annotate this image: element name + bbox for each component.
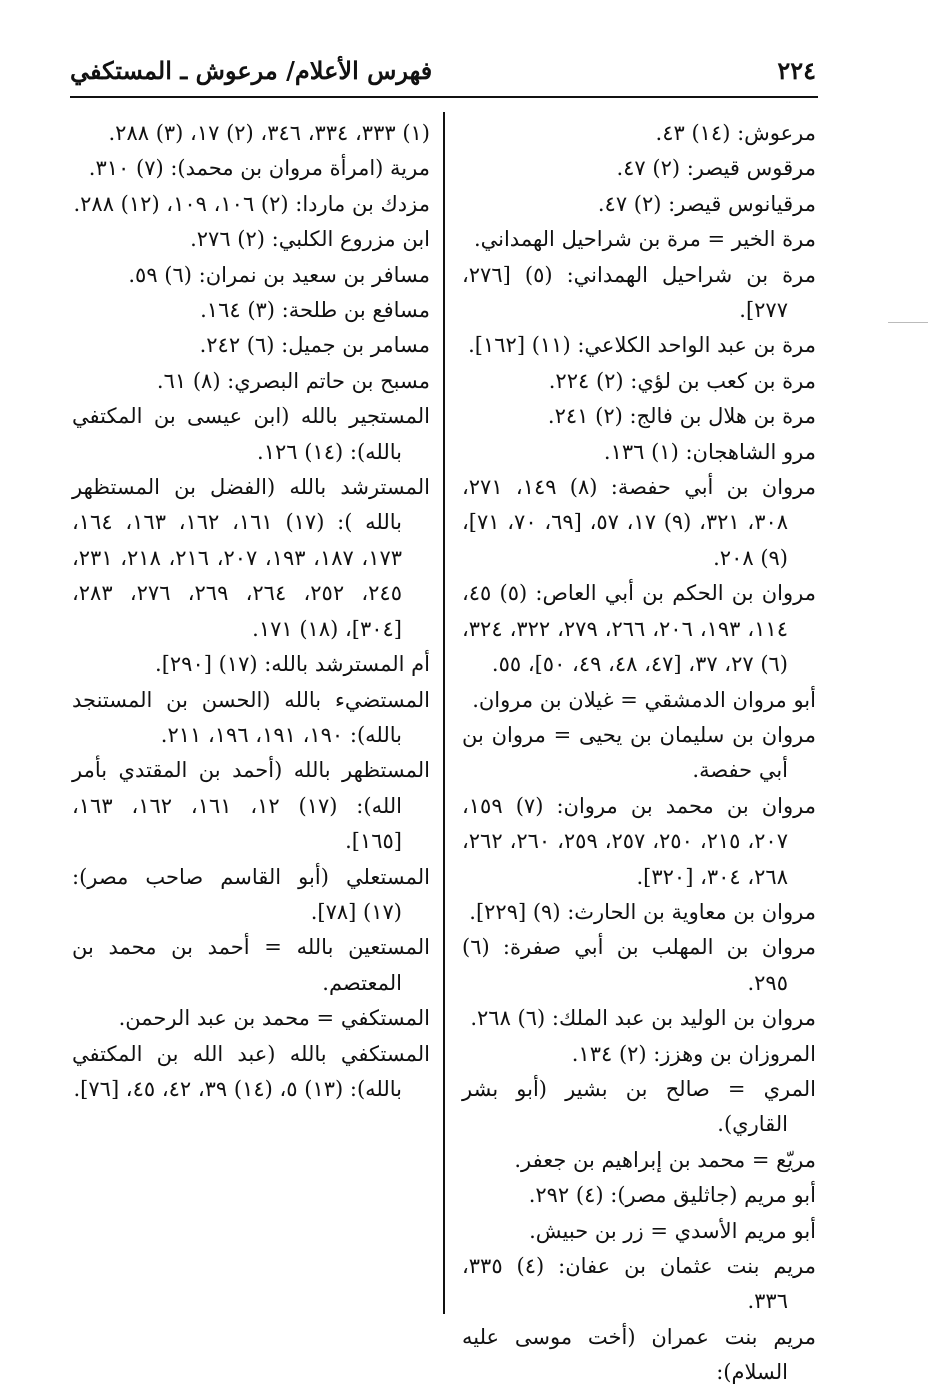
index-entry: المستضيء بالله (الحسن بن المستنجد بالله): ١٩٠، ١٩١، ١٩٦، ٢١١.	[72, 687, 430, 747]
index-entry: المستكفي بالله (عبد الله بن المكتفي بالله): (١٣) ٥، (١٤) ٣٩، ٤٢، ٤٥، [٧٦].	[72, 1041, 430, 1101]
index-entry: مسامر بن جميل: (٦) ٢٤٢.	[199, 333, 430, 358]
index-entry: المسترشد بالله (الفضل بن المستظهر بالله ): (١٧) ١٦١، ١٦٢، ١٦٣، ١٦٤، ١٧٣، ١٨٧، ١٩٣، ٢٠٧، ٢١٦، ٢١٨، ٢٣١، ٢٤٥، ٢٥٢، ٢٦٤، ٢٦٩، ٢٧٦، ٢٨٣، [٣٠٤]، (١٨) ١٧١.	[72, 475, 430, 641]
index-entry: ابن مزروع الكلبي: (٢) ٢٧٦.	[190, 227, 430, 252]
index-entry: أبو مروان الدمشقي = غيلان بن مروان.	[472, 687, 816, 712]
index-entry: مرقوس قيصر: (٢) ٤٧.	[616, 156, 816, 181]
index-entry: المستظهر بالله (أحمد بن المقتدي بأمر الله): (١٧) ١٢، ١٦١، ١٦٢، ١٦٣، [١٦٥].	[72, 758, 430, 854]
index-entry: مرقيانوس قيصر: (٢) ٤٧.	[597, 191, 816, 216]
page-number: ٢٢٤	[777, 56, 816, 85]
index-entry: مرعوش: (١٤) ٤٣.	[655, 121, 816, 145]
index-entry: مروان بن الحكم بن أبي العاص: (٥) ٤٥، ١١٤، ١٩٣، ٢٠٦، ٢٦٦، ٢٧٩، ٣٢٢، ٣٢٤، (٦) ٢٧، ٣٧، [٤٧، ٤٨، ٤٩، ٥٠]، ٥٥.	[462, 581, 816, 677]
index-entry: (١) ٣٣٣، ٣٣٤، ٣٤٦، (٢) ١٧، (٣) ٢٨٨.	[108, 121, 430, 145]
index-entry: المري = صالح بن بشير (أبو بشر القاري).	[462, 1076, 816, 1137]
index-entry: المستكفي = محمد بن عبد الرحمن.	[118, 1006, 430, 1031]
index-entry: مرة بن شراحيل الهمداني: (٥) [٢٧٦، ٢٧٧].	[462, 262, 817, 323]
index-entry: مروان بن معاوية بن الحارث: (٩) [٢٢٩].	[469, 899, 816, 924]
index-entry: مرو الشاهجان: (١) ١٣٦.	[603, 439, 816, 464]
index-entry: مزدك بن ماردا: (٢) ١٠٦، ١٠٩، (١٢) ٢٨٨.	[73, 191, 430, 216]
index-entry: مروان بن سليمان بن يحيى = مروان بن أبي حفصة.	[462, 722, 816, 783]
index-entry: المستعين بالله = أحمد بن محمد بن المعتصم.	[72, 935, 430, 995]
index-entry: مريم بنت عمران (أخت موسى عليه السلام):	[462, 1324, 816, 1385]
index-entry: أم المسترشد بالله: (١٧) [٢٩٠].	[155, 652, 430, 677]
index-entry: مروان بن الوليد بن عبد الملك: (٦) ٢٦٨.	[470, 1006, 816, 1031]
index-entry: مروان بن المهلب بن أبي صفرة: (٦) ٢٩٥.	[462, 935, 816, 995]
column-divider	[443, 112, 445, 1314]
page-header	[70, 52, 816, 92]
header-rule	[70, 96, 818, 98]
index-entry: مريّع = محمد بن إبراهيم بن جعفر.	[514, 1147, 816, 1172]
margin-mark	[888, 322, 928, 323]
index-entry: المستعلي (أبو القاسم صاحب مصر): (١٧) [٧٨].	[72, 864, 430, 924]
index-entry: المستجير بالله (ابن عيسى بن المكتفي بالله): (١٤) ١٢٦.	[72, 404, 430, 464]
index-column-right	[462, 116, 816, 1391]
index-entry: أبو مريم الأسدي = زر بن حبيش.	[529, 1218, 816, 1243]
index-entry: المروزان بن وهزز: (٢) ١٣٤.	[571, 1041, 816, 1066]
index-entry: مسبح بن حاتم البصري: (٨) ٦١.	[156, 368, 430, 393]
index-entry: مريم بنت عثمان بن عفان: (٤) ٣٣٥، ٣٣٦.	[462, 1254, 816, 1314]
index-entry: مرة بن عبد الواحد الكلاعي: (١١) [١٦٢].	[468, 333, 816, 358]
index-entry: مرة الخير = مرة بن شراحيل الهمداني.	[473, 227, 816, 252]
index-entry: مروان بن محمد بن مروان: (٧) ١٥٩، ٢٠٧، ٢١٥، ٢٥٠، ٢٥٧، ٢٥٩، ٢٦٠، ٢٦٢، ٢٦٨، ٣٠٤، [٣٢٠].	[462, 793, 816, 889]
index-entry: مسافع بن طلحة: (٣) ١٦٤.	[200, 298, 430, 323]
index-entry: مروان بن أبي حفصة: (٨) ١٤٩، ٢٧١، ٣٠٨، ٣٢١، (٩) ١٧، ٥٧، [٦٩، ٧٠، ٧١]، (٩) ٢٠٨.	[462, 475, 817, 570]
index-entry: مرة بن هلال بن فالج: (٢) ٢٤١.	[547, 404, 816, 429]
index-entry: مرة بن كعب بن لؤي: (٢) ٢٢٤.	[548, 368, 816, 393]
index-entry: مرية (امرأة مروان بن محمد): (٧) ٣١٠.	[88, 156, 430, 181]
index-column-left	[72, 116, 430, 1107]
index-entry: أبو مريم (جاثليق مصر): (٤) ٢٩٢.	[528, 1183, 816, 1208]
running-title: فهرس الأعلام/ مرعوش ـ المستكفي	[70, 56, 433, 85]
index-entry: مسافر بن سعيد بن نمران: (٦) ٥٩.	[128, 262, 430, 287]
